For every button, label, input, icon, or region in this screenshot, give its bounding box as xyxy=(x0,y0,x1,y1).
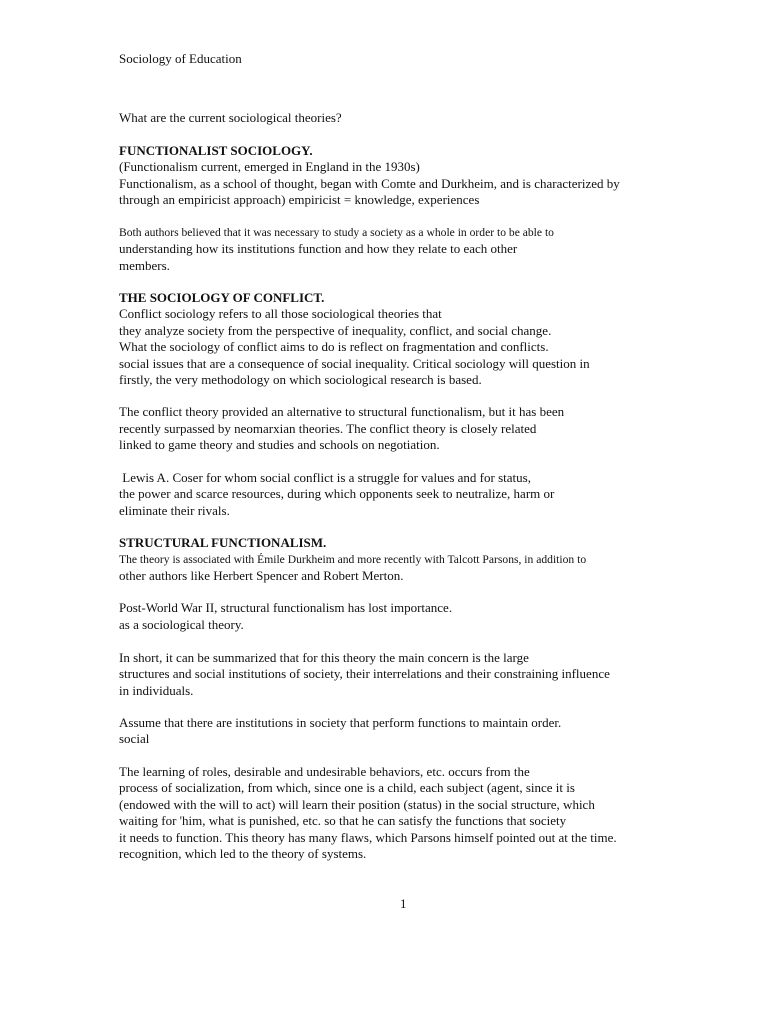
section-question: What are the current sociological theories? xyxy=(119,110,342,125)
document-header: Sociology of Education xyxy=(119,51,242,66)
heading-structural: STRUCTURAL FUNCTIONALISM. xyxy=(119,535,327,550)
text-line: recently surpassed by neomarxian theories. The conflict theory is closely related xyxy=(119,421,537,436)
text-line: Functionalism, as a school of thought, began with Comte and Durkheim, and is characterized by xyxy=(119,176,620,191)
text-line: The theory is associated with Émile Durkheim and more recently with Talcott Parsons, in addition to xyxy=(119,553,587,566)
text-line: the power and scarce resources, during which opponents seek to neutralize, harm or xyxy=(119,486,555,501)
text-line: in individuals. xyxy=(119,683,194,698)
text-line: other authors like Herbert Spencer and Robert Merton. xyxy=(119,568,404,583)
text-line: (Functionalism current, emerged in England in the 1930s) xyxy=(119,159,420,174)
text-line: it needs to function. This theory has many flaws, which Parsons himself pointed out at the time. xyxy=(119,830,617,845)
text-line: waiting for 'him, what is punished, etc. so that he can satisfy the functions that society xyxy=(119,813,567,828)
text-line: What the sociology of conflict aims to do is reflect on fragmentation and conflicts. xyxy=(119,339,549,354)
text-line: social issues that are a consequence of social inequality. Critical sociology will question in xyxy=(119,356,590,371)
text-line: social xyxy=(119,731,150,746)
page-number: 1 xyxy=(400,896,407,911)
text-line: Lewis A. Coser for whom social conflict is a struggle for values and for status, xyxy=(119,470,531,485)
heading-conflict: THE SOCIOLOGY OF CONFLICT. xyxy=(119,290,325,305)
text-line: structures and social institutions of society, their interrelations and their constraining influence xyxy=(119,666,610,681)
text-line: process of socialization, from which, since one is a child, each subject (agent, since it is xyxy=(119,780,575,795)
text-line: as a sociological theory. xyxy=(119,617,244,632)
text-line: Both authors believed that it was necessary to study a society as a whole in order to be able to xyxy=(119,226,554,239)
text-line: understanding how its institutions function and how they relate to each other xyxy=(119,241,518,256)
text-line: The learning of roles, desirable and undesirable behaviors, etc. occurs from the xyxy=(119,764,530,779)
text-line: Assume that there are institutions in society that perform functions to maintain order. xyxy=(119,715,562,730)
text-line: (endowed with the will to act) will learn their position (status) in the social structure, which xyxy=(119,797,595,812)
text-line: recognition, which led to the theory of systems. xyxy=(119,846,367,861)
text-line: Conflict sociology refers to all those sociological theories that xyxy=(119,306,442,321)
text-line: In short, it can be summarized that for this theory the main concern is the large xyxy=(119,650,529,665)
text-line: Post-World War II, structural functionalism has lost importance. xyxy=(119,600,453,615)
text-line: they analyze society from the perspective of inequality, conflict, and social change. xyxy=(119,323,552,338)
text-line: The conflict theory provided an alternative to structural functionalism, but it has been xyxy=(119,404,565,419)
text-line: firstly, the very methodology on which sociological research is based. xyxy=(119,372,482,387)
heading-functionalist: FUNCTIONALIST SOCIOLOGY. xyxy=(119,143,313,158)
text-line: eliminate their rivals. xyxy=(119,503,230,518)
text-line: through an empiricist approach) empiricist = knowledge, experiences xyxy=(119,192,480,207)
text-line: members. xyxy=(119,258,170,273)
text-line: linked to game theory and studies and schools on negotiation. xyxy=(119,437,440,452)
